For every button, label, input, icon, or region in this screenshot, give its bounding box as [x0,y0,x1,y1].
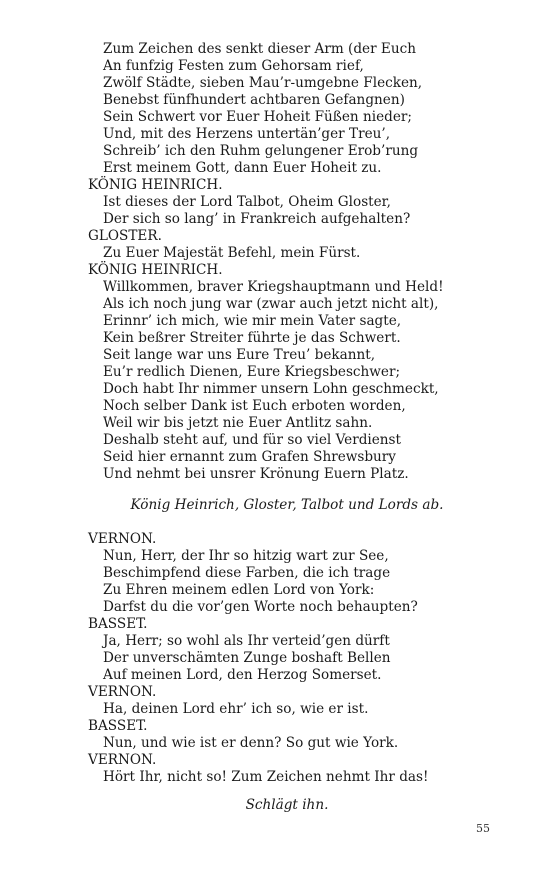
verse-line: Auf meinen Lord, den Herzog Somerset. [103,667,382,683]
speaker-name: VERNON. [88,684,157,700]
verse-line: Zu Euer Majestät Befehl, mein Fürst. [103,245,361,261]
verse-line: Beschimpfend diese Farben, die ich trage [103,565,391,581]
speaker-name: KÖNIG HEINRICH. [88,177,223,193]
verse-line: Seit lange war uns Eure Treu’ bekannt, [103,347,376,363]
verse-line: Noch selber Dank ist Euch erboten worden, [103,398,406,414]
verse-line: Doch habt Ihr nimmer unsern Lohn geschmeckt, [103,381,439,397]
speaker-name: GLOSTER. [88,228,162,244]
page-number: 55 [476,822,490,835]
dialogue-block-1 [88,41,528,483]
stage-direction-strike: Schlägt ihn. [245,797,329,813]
verse-line: Eu’r redlich Dienen, Eure Kriegsbeschwer; [103,364,401,380]
verse-line: Seid hier ernannt zum Grafen Shrewsbury [103,449,396,465]
verse-line: Zu Ehren meinem edlen Lord von York: [103,582,375,598]
verse-line: Kein beßrer Streiter führte je das Schwert. [103,330,401,346]
verse-line: Nun, und wie ist er denn? So gut wie York. [103,735,399,751]
speaker-name: BASSET. [88,616,148,632]
verse-line: Sein Schwert vor Euer Hoheit Füßen nieder; [103,109,412,125]
verse-line: Ha, deinen Lord ehr’ ich so, wie er ist. [103,701,369,717]
speaker-name: VERNON. [88,752,157,768]
verse-line: Schreib’ ich den Ruhm gelungener Erob’rung [103,143,419,159]
verse-line: Als ich noch jung war (zwar auch jetzt nicht alt), [103,296,439,312]
verse-line: Zwölf Städte, sieben Mau’r-umgebne Flecken, [103,75,423,91]
speaker-name: VERNON. [88,531,157,547]
verse-line: Weil wir bis jetzt nie Euer Antlitz sahn. [103,415,373,431]
verse-line: Darfst du die vor’gen Worte noch behaupten? [103,599,418,615]
verse-line: Willkommen, braver Kriegshauptmann und Held! [103,279,444,295]
verse-line: Deshalb steht auf, und für so viel Verdienst [103,432,401,448]
verse-line: Und, mit des Herzens untertän’ger Treu’, [103,126,391,142]
verse-line: Zum Zeichen des senkt dieser Arm (der Euch [103,41,416,57]
verse-line: Benebst fünfhundert achtbaren Gefangnen) [103,92,405,108]
verse-line: An funfzig Festen zum Gehorsam rief, [103,58,364,74]
stage-direction-exit: König Heinrich, Gloster, Talbot und Lords ab. [130,497,444,513]
speaker-name: KÖNIG HEINRICH. [88,262,223,278]
speaker-name: BASSET. [88,718,148,734]
verse-line: Der sich so lang’ in Frankreich aufgehalten? [103,211,411,227]
verse-line: Und nehmt bei unsrer Krönung Euern Platz. [103,466,409,482]
verse-line: Erst meinem Gott, dann Euer Hoheit zu. [103,160,382,176]
dialogue-block-2 [88,531,528,786]
verse-line: Nun, Herr, der Ihr so hitzig wart zur See, [103,548,389,564]
verse-line: Erinnr’ ich mich, wie mir mein Vater sagte, [103,313,402,329]
verse-line: Der unverschämten Zunge boshaft Bellen [103,650,391,666]
verse-line: Ist dieses der Lord Talbot, Oheim Gloster, [103,194,391,210]
verse-line: Ja, Herr; so wohl als Ihr verteid’gen dürft [103,633,390,649]
verse-line: Hört Ihr, nicht so! Zum Zeichen nehmt Ihr das! [103,769,429,785]
